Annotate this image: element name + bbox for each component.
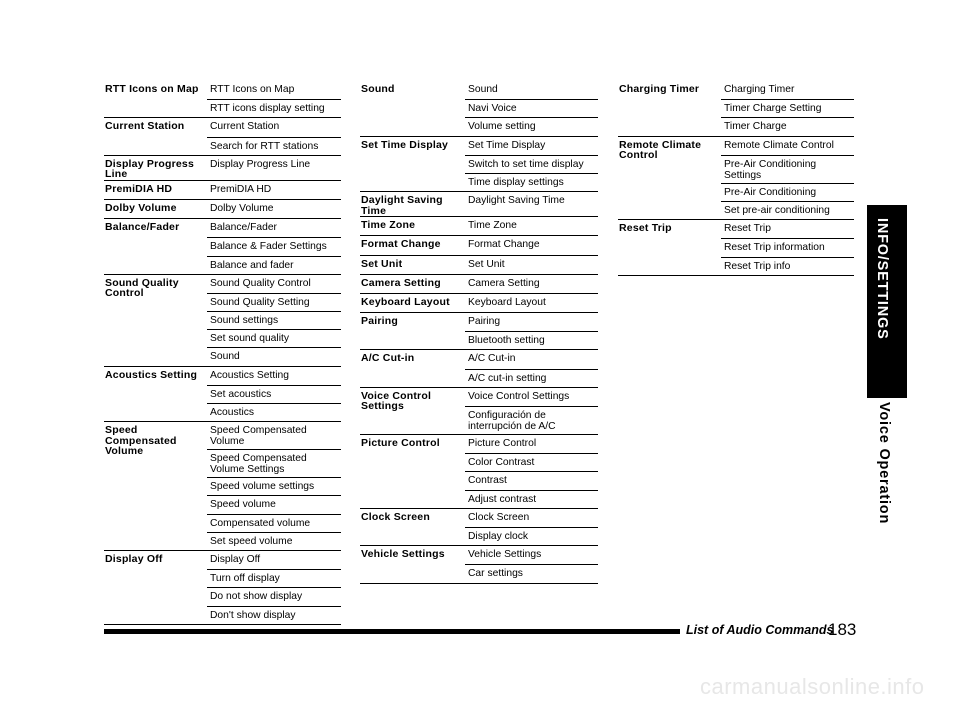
command-list bbox=[721, 220, 854, 275]
footer-rule bbox=[104, 629, 680, 634]
voice-command: Time display settings bbox=[465, 173, 598, 191]
command-list bbox=[207, 367, 341, 422]
command-group-label: Acoustics Setting bbox=[105, 368, 198, 381]
voice-command: Charging Timer bbox=[724, 84, 795, 95]
voice-command: Pairing bbox=[468, 316, 501, 328]
voice-command: Display Progress Line bbox=[210, 158, 311, 170]
command-table-column-3 bbox=[618, 81, 854, 276]
command-group-label: Clock Screen bbox=[361, 510, 430, 523]
command-list bbox=[207, 219, 341, 274]
voice-command: Time Zone bbox=[468, 220, 517, 232]
command-list bbox=[721, 137, 854, 220]
command-group bbox=[360, 293, 598, 312]
voice-command: Bluetooth setting bbox=[465, 331, 598, 349]
voice-command: Don't show display bbox=[207, 606, 341, 624]
voice-command: Sound Quality Setting bbox=[207, 293, 341, 311]
voice-command: Pre-Air Conditioning Settings bbox=[721, 155, 854, 183]
command-group-label: Picture Control bbox=[361, 437, 440, 449]
voice-command: A/C Cut-in bbox=[468, 353, 516, 365]
command-group bbox=[104, 180, 341, 199]
voice-command: Navi Voice bbox=[465, 99, 598, 117]
command-group bbox=[360, 255, 598, 274]
voice-command: Timer Charge Setting bbox=[721, 99, 854, 117]
voice-command: Pre-Air Conditioning bbox=[721, 183, 854, 201]
command-list bbox=[465, 509, 598, 545]
command-list bbox=[465, 236, 598, 254]
voice-command: Balance/Fader bbox=[210, 222, 277, 234]
command-group-label: Set Unit bbox=[361, 257, 403, 270]
voice-command: Balance & Fader Settings bbox=[207, 237, 341, 255]
footer-title: List of Audio Commands bbox=[686, 623, 834, 637]
command-list bbox=[465, 275, 598, 293]
command-group bbox=[104, 117, 341, 154]
voice-command: Reset Trip bbox=[724, 223, 771, 235]
voice-command: Display Off bbox=[210, 553, 261, 565]
command-group-label: Time Zone bbox=[361, 219, 416, 232]
command-group bbox=[360, 274, 598, 293]
command-group bbox=[360, 191, 598, 216]
voice-command: Acoustics Setting bbox=[210, 369, 289, 381]
voice-command: Camera Setting bbox=[468, 277, 540, 289]
command-table-column-1 bbox=[104, 81, 341, 625]
command-group bbox=[360, 216, 598, 235]
command-list bbox=[721, 81, 854, 136]
command-group bbox=[104, 366, 341, 422]
voice-command: Sound bbox=[207, 347, 341, 365]
side-tab-subtitle: Voice Operation bbox=[876, 402, 892, 525]
voice-command: PremiDIA HD bbox=[210, 183, 272, 195]
voice-command: Sound Quality Control bbox=[210, 277, 311, 289]
voice-command: Turn off display bbox=[207, 569, 341, 587]
command-list bbox=[207, 422, 341, 550]
voice-command: Compensated volume bbox=[207, 514, 341, 532]
voice-command: Do not show display bbox=[207, 587, 341, 605]
command-group bbox=[618, 219, 854, 276]
voice-command: Reset Trip info bbox=[721, 257, 854, 275]
command-list bbox=[207, 551, 341, 624]
voice-command: Format Change bbox=[468, 239, 540, 251]
command-group-label: A/C Cut-in bbox=[361, 352, 415, 365]
voice-command: Configuración de interrupción de A/C bbox=[465, 406, 598, 434]
voice-command: Car settings bbox=[465, 564, 598, 582]
command-group-label: Daylight Saving Time bbox=[361, 194, 443, 217]
voice-command: RTT Icons on Map bbox=[210, 84, 295, 95]
page-number: 183 bbox=[828, 620, 857, 639]
voice-command: Clock Screen bbox=[468, 511, 530, 523]
voice-command: A/C cut-in setting bbox=[465, 369, 598, 387]
command-group bbox=[360, 434, 598, 508]
command-group-label: Speed Compensated Volume bbox=[105, 424, 177, 458]
command-group bbox=[360, 349, 598, 386]
command-list bbox=[207, 118, 341, 154]
command-list bbox=[207, 156, 341, 180]
voice-command: Remote Climate Control bbox=[724, 139, 834, 151]
command-list bbox=[207, 181, 341, 199]
voice-command: Picture Control bbox=[468, 438, 537, 449]
command-group-label: RTT Icons on Map bbox=[105, 83, 199, 95]
command-group-label: Reset Trip bbox=[619, 222, 672, 235]
voice-command: Switch to set time display bbox=[465, 155, 598, 173]
voice-command: Speed volume bbox=[207, 495, 341, 513]
command-group-label: Dolby Volume bbox=[105, 201, 177, 214]
command-group bbox=[618, 136, 854, 220]
command-group-label: Camera Setting bbox=[361, 276, 441, 289]
command-group bbox=[104, 155, 341, 180]
voice-command: Display clock bbox=[465, 527, 598, 545]
voice-command: Contrast bbox=[465, 471, 598, 489]
command-list bbox=[465, 313, 598, 349]
command-list bbox=[465, 217, 598, 235]
command-group-label: Sound Quality Control bbox=[105, 276, 179, 300]
voice-command: Adjust contrast bbox=[465, 490, 598, 508]
command-group bbox=[360, 81, 598, 136]
command-list bbox=[465, 192, 598, 216]
voice-command: Timer Charge bbox=[721, 117, 854, 135]
command-group-label: Charging Timer bbox=[619, 83, 700, 95]
voice-command: Set acoustics bbox=[207, 385, 341, 403]
command-group-label: Display Off bbox=[105, 552, 163, 565]
command-list bbox=[207, 200, 341, 218]
command-group bbox=[360, 545, 598, 583]
voice-command: Color Contrast bbox=[465, 453, 598, 471]
command-group bbox=[104, 218, 341, 274]
command-group bbox=[618, 81, 854, 136]
voice-command: Sound settings bbox=[207, 311, 341, 329]
voice-command: Set Unit bbox=[468, 258, 505, 270]
command-group-label: Current Station bbox=[105, 120, 185, 133]
command-group bbox=[104, 199, 341, 218]
watermark: carmanualsonline.info bbox=[700, 674, 925, 699]
command-list bbox=[465, 256, 598, 274]
command-group-label: Sound bbox=[361, 83, 395, 95]
command-group-label: PremiDIA HD bbox=[105, 182, 173, 195]
voice-command: Vehicle Settings bbox=[468, 549, 542, 561]
command-group bbox=[360, 235, 598, 254]
command-list bbox=[465, 350, 598, 386]
side-tab-title: INFO/SETTINGS bbox=[874, 218, 890, 340]
voice-command: Acoustics bbox=[207, 403, 341, 421]
voice-command: Speed volume settings bbox=[207, 477, 341, 495]
voice-command: Set pre-air conditioning bbox=[721, 201, 854, 219]
command-group-label: Set Time Display bbox=[361, 138, 449, 151]
voice-command: Keyboard Layout bbox=[468, 296, 546, 308]
command-group-label: Keyboard Layout bbox=[361, 295, 450, 308]
voice-command: Reset Trip information bbox=[721, 238, 854, 256]
command-group bbox=[360, 312, 598, 349]
command-group bbox=[104, 81, 341, 117]
voice-command: Speed Compensated Volume bbox=[210, 425, 307, 448]
command-group bbox=[360, 387, 598, 434]
voice-command: Set Time Display bbox=[468, 139, 546, 151]
voice-command: Voice Control Settings bbox=[468, 390, 570, 402]
command-group bbox=[360, 136, 598, 192]
command-group-label: Display Progress Line bbox=[105, 157, 194, 181]
command-list bbox=[207, 275, 341, 366]
command-group-label: Remote Climate Control bbox=[619, 138, 702, 162]
voice-command: Dolby Volume bbox=[210, 202, 274, 214]
command-list bbox=[465, 388, 598, 434]
voice-command: Search for RTT stations bbox=[207, 137, 341, 155]
command-list bbox=[207, 81, 341, 117]
command-group-label: Voice Control Settings bbox=[361, 389, 432, 413]
command-group bbox=[104, 421, 341, 550]
voice-command: Sound bbox=[468, 84, 498, 95]
voice-command: Set speed volume bbox=[207, 532, 341, 550]
voice-command: RTT icons display setting bbox=[207, 99, 341, 117]
command-list bbox=[465, 137, 598, 192]
command-list bbox=[465, 546, 598, 582]
voice-command: Balance and fader bbox=[207, 256, 341, 274]
voice-command: Current Station bbox=[210, 121, 280, 133]
command-group bbox=[104, 274, 341, 366]
voice-command: Daylight Saving Time bbox=[468, 195, 565, 207]
command-group-label: Format Change bbox=[361, 238, 441, 251]
command-group-label: Pairing bbox=[361, 315, 398, 328]
command-table-column-2 bbox=[360, 81, 598, 584]
voice-command: Speed Compensated Volume Settings bbox=[207, 449, 341, 477]
command-group bbox=[360, 508, 598, 545]
command-list bbox=[465, 294, 598, 312]
voice-command: Set sound quality bbox=[207, 329, 341, 347]
command-list bbox=[465, 81, 598, 136]
command-group bbox=[104, 550, 341, 625]
command-group-label: Balance/Fader bbox=[105, 221, 180, 234]
command-list bbox=[465, 435, 598, 508]
voice-command: Volume setting bbox=[465, 117, 598, 135]
command-group-label: Vehicle Settings bbox=[361, 548, 445, 561]
